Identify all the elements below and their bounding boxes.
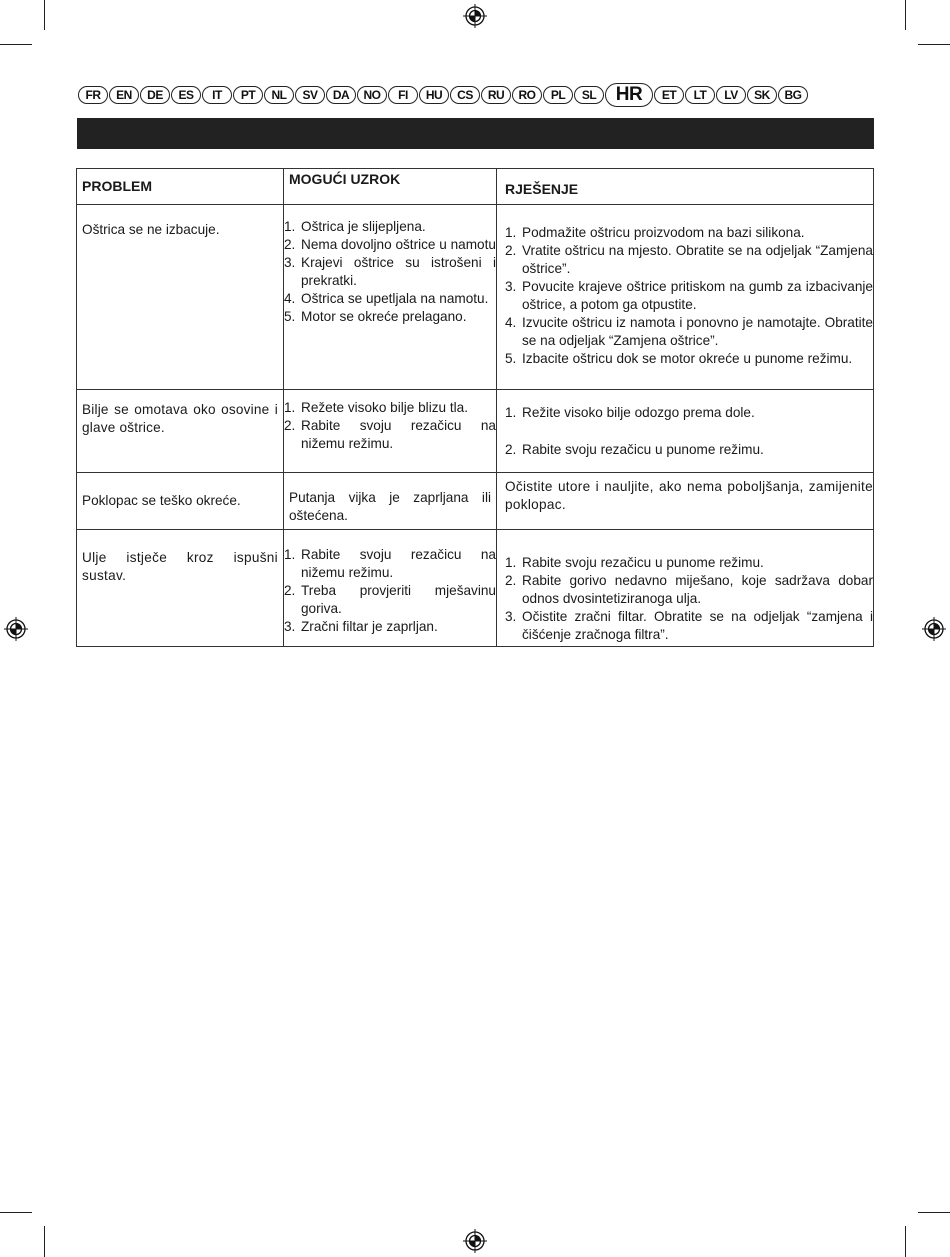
problem-cell [77, 205, 284, 390]
solution-cell [497, 390, 874, 473]
language-tab-ro[interactable]: RO [512, 86, 542, 104]
list-item: 2. Nema dovoljno oštrice u namotu [284, 237, 496, 252]
language-tab-hr[interactable]: HR [605, 83, 653, 107]
language-tab-pt[interactable]: PT [233, 86, 263, 104]
language-tab-it[interactable]: IT [202, 86, 232, 104]
language-tab-sk[interactable]: SK [747, 86, 777, 104]
crop-mark-bottom-right [905, 1226, 906, 1257]
language-tab-sv[interactable]: SV [295, 86, 325, 104]
solution-cell [497, 473, 874, 530]
language-tab-bg[interactable]: BG [778, 86, 808, 104]
header-cause [284, 169, 497, 205]
list-item: 2. Rabite svoju rezačicu na nižemu režimu. [284, 418, 496, 451]
language-tab-da[interactable]: DA [326, 86, 356, 104]
list-item: 1. Podmažite oštricu proizvodom na bazi silikona. [505, 225, 805, 240]
language-tab-cs[interactable]: CS [450, 86, 480, 104]
registration-mark-right-icon [922, 617, 946, 641]
list-item: 1. Rabite svoju rezačicu u punome režimu. [505, 555, 764, 570]
problem-cell [77, 473, 284, 530]
problem-cell [77, 530, 284, 647]
crop-mark-top-left [44, 0, 45, 30]
list-item: 1. Režete visoko bilje blizu tla. [284, 400, 468, 415]
header-problem-label: PROBLEM [82, 178, 152, 194]
language-tab-fi[interactable]: FI [388, 86, 418, 104]
table-row [77, 205, 874, 390]
list-item: 4. Oštrica se upetljala na namotu. [284, 291, 489, 306]
list-item: 2. Rabite svoju rezačicu u punome režimu. [505, 442, 764, 457]
solution-list [497, 530, 873, 646]
solution-list [497, 205, 873, 370]
language-tab-et[interactable]: ET [654, 86, 684, 104]
language-tab-lv[interactable]: LV [716, 86, 746, 104]
cause-list [284, 530, 496, 636]
list-item: 1. Oštrica je slijepljena. [284, 219, 426, 234]
cause-list [284, 390, 496, 453]
crop-mark-top-left-h [0, 44, 32, 45]
solution-text: Očistite utore i nauljite, ako nema poboljšanja, zamijenite poklopac. [505, 479, 873, 512]
header-solution-label: RJEŠENJE [505, 181, 579, 197]
header-cause-label: MOGUĆI UZROK [289, 171, 401, 187]
crop-mark-top-right-h [918, 44, 950, 45]
list-item: 3. Povucite krajeve oštrice pritiskom na gumb za izbacivanje oštrice, a potom ga otpustite. [505, 279, 873, 312]
language-tab-pl[interactable]: PL [543, 86, 573, 104]
problem-cell [77, 390, 284, 473]
list-item: 2. Rabite gorivo nedavno miješano, koje sadržava dobar odnos dvosintetiziranoga ulja. [505, 573, 873, 606]
section-title-bar [77, 118, 874, 149]
list-item: 3. Zračni filtar je zaprljan. [284, 619, 438, 634]
problem-text: Ulje istječe kroz ispušni sustav. [82, 550, 278, 583]
list-item: 3. Očistite zračni filtar. Obratite se na odjeljak “zamjena i čišćenje zračnoga filtra”. [505, 609, 873, 642]
list-item: 2. Vratite oštricu na mjesto. Obratite se na odjeljak “Zamjena oštrice”. [505, 243, 873, 276]
language-tab-en[interactable]: EN [109, 86, 139, 104]
table-row [77, 473, 874, 530]
list-item: 2. Treba provjeriti mješavinu goriva. [284, 583, 496, 616]
list-item: 1. Režite visoko bilje odozgo prema dole. [505, 405, 755, 420]
table-header-row [77, 169, 874, 205]
language-tab-lt[interactable]: LT [685, 86, 715, 104]
list-item: 5. Motor se okreće prelagano. [284, 309, 467, 324]
language-tab-nl[interactable]: NL [264, 86, 294, 104]
problem-text: Poklopac se teško okreće. [82, 493, 241, 508]
language-tab-de[interactable]: DE [140, 86, 170, 104]
crop-mark-bottom-left-h [0, 1212, 32, 1213]
language-tab-ru[interactable]: RU [481, 86, 511, 104]
problem-text: Bilje se omotava oko osovine i glave oštrice. [82, 402, 278, 435]
header-problem [77, 169, 284, 205]
language-tab-es[interactable]: ES [171, 86, 201, 104]
solution-cell [497, 530, 874, 647]
list-item: 5. Izbacite oštricu dok se motor okreće u punome režimu. [505, 351, 853, 366]
header-solution [497, 169, 874, 205]
problem-text: Oštrica se ne izbacuje. [82, 222, 220, 237]
cause-cell [284, 473, 497, 530]
language-tab-no[interactable]: NO [357, 86, 387, 104]
language-tab-fr[interactable]: FR [78, 86, 108, 104]
cause-cell [284, 530, 497, 647]
crop-mark-top-right [905, 0, 906, 30]
list-item: 4. Izvucite oštricu iz namota i ponovno je namotajte. Obratite se na odjeljak “Zamjena oštrice”. [505, 315, 873, 348]
language-tab-sl[interactable]: SL [574, 86, 604, 104]
cause-list [284, 205, 496, 326]
table-row [77, 530, 874, 647]
cause-cell [284, 205, 497, 390]
crop-mark-bottom-right-h [918, 1212, 950, 1213]
crop-mark-bottom-left [44, 1226, 45, 1257]
table-row [77, 390, 874, 473]
list-item: 3. Krajevi oštrice su istrošeni i prekratki. [284, 255, 496, 288]
cause-text: Putanja vijka je zaprljana ili oštećena. [289, 490, 491, 523]
language-bar [78, 84, 878, 106]
cause-cell [284, 390, 497, 473]
solution-list [497, 390, 873, 461]
troubleshooting-table [76, 168, 874, 647]
language-tab-hu[interactable]: HU [419, 86, 449, 104]
registration-mark-left-icon [4, 617, 28, 641]
solution-cell [497, 205, 874, 390]
registration-mark-bottom-icon [463, 1229, 487, 1253]
registration-mark-top-icon [463, 4, 487, 28]
list-item: 1. Rabite svoju rezačicu na nižemu režimu. [284, 547, 496, 580]
